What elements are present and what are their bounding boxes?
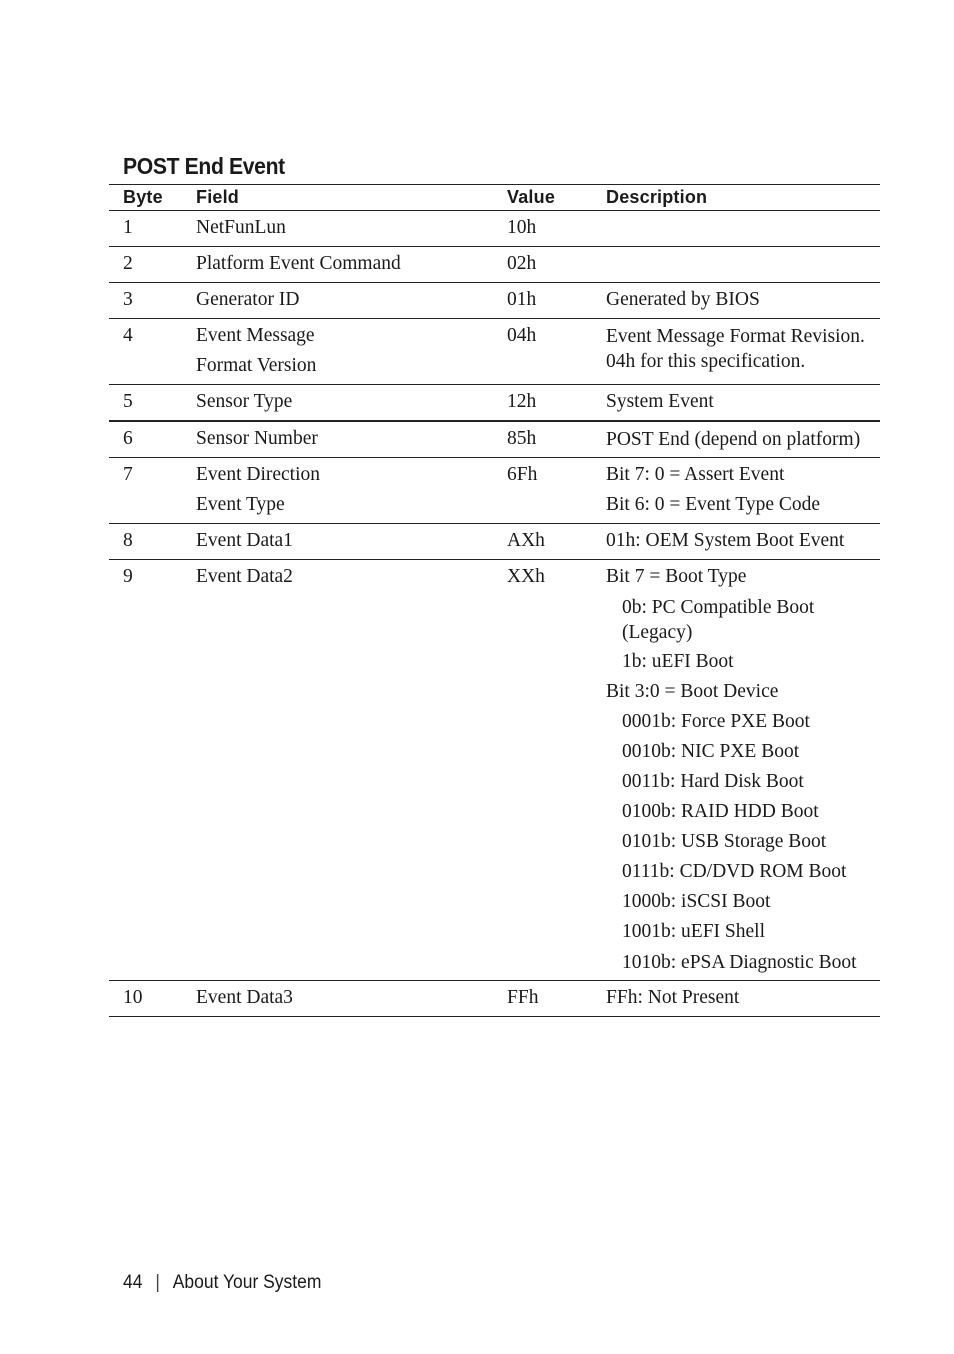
- value-text: 12h: [507, 391, 537, 412]
- table-row: [109, 385, 880, 422]
- cell-value: [493, 421, 592, 458]
- cell-description: [592, 458, 880, 524]
- footer-separator: |: [155, 1272, 160, 1293]
- description-text: FFh: Not Present: [606, 987, 740, 1008]
- cell-value: [493, 458, 592, 524]
- field-text: Event Data2: [196, 566, 293, 587]
- value-text: 01h: [507, 289, 537, 310]
- description-text: 01h: OEM System Boot Event: [606, 530, 845, 551]
- field-text: NetFunLun: [196, 217, 286, 238]
- byte-text: 6: [123, 428, 133, 449]
- value-text: XXh: [507, 566, 545, 587]
- field-text: Sensor Type: [196, 391, 293, 412]
- description-text: 1b: uEFI Boot: [622, 651, 734, 672]
- field-text: Sensor Number: [196, 428, 318, 449]
- cell-value: [493, 385, 592, 422]
- byte-text: 9: [123, 566, 133, 587]
- field-text: Generator ID: [196, 289, 300, 310]
- cell-byte: [109, 319, 182, 385]
- cell-value: [493, 560, 592, 981]
- cell-value: [493, 319, 592, 385]
- cell-field: [182, 385, 493, 422]
- field-text: Event Message: [196, 325, 315, 346]
- table-header-row: [109, 185, 880, 211]
- page-number: 44: [123, 1272, 143, 1293]
- description-text: 0011b: Hard Disk Boot: [622, 771, 804, 792]
- cell-description: [592, 981, 880, 1017]
- table-row: [109, 981, 880, 1017]
- cell-byte: [109, 560, 182, 981]
- cell-value: [493, 211, 592, 247]
- table-row: [109, 211, 880, 247]
- value-text: 02h: [507, 253, 537, 274]
- cell-description: [592, 524, 880, 560]
- header-byte: Byte: [109, 185, 182, 211]
- cell-description: [592, 247, 880, 283]
- byte-text: 7: [123, 464, 133, 485]
- table-row: [109, 524, 880, 560]
- cell-field: [182, 247, 493, 283]
- description-text: 0100b: RAID HDD Boot: [622, 801, 819, 822]
- description-text: 0101b: USB Storage Boot: [622, 831, 827, 852]
- description-text: Bit 7: 0 = Assert Event: [606, 464, 785, 485]
- cell-value: [493, 981, 592, 1017]
- section-name: About Your System: [172, 1272, 322, 1293]
- description-text: 0010b: NIC PXE Boot: [622, 741, 800, 762]
- cell-description: [592, 319, 880, 385]
- value-text: 04h: [507, 325, 537, 346]
- cell-field: [182, 319, 493, 385]
- description-text: Event Message Format Revision. 04h for this specification.: [606, 326, 865, 372]
- description-text: Bit 3:0 = Boot Device: [606, 681, 779, 702]
- byte-text: 1: [123, 217, 133, 238]
- cell-value: [493, 283, 592, 319]
- description-text: Generated by BIOS: [606, 289, 760, 310]
- field-text: Platform Event Command: [196, 253, 401, 274]
- byte-text: 8: [123, 530, 133, 551]
- description-text: Bit 6: 0 = Event Type Code: [606, 494, 821, 515]
- table-row: [109, 319, 880, 385]
- section-title: POST End Event: [123, 153, 285, 179]
- post-end-event-table: [109, 184, 880, 1017]
- table-row: [109, 458, 880, 524]
- cell-description: [592, 385, 880, 422]
- value-text: 10h: [507, 217, 537, 238]
- cell-byte: [109, 524, 182, 560]
- field-text: Format Version: [196, 355, 317, 376]
- cell-field: [182, 211, 493, 247]
- table-row: [109, 560, 880, 981]
- cell-field: [182, 524, 493, 560]
- byte-text: 4: [123, 325, 133, 346]
- cell-byte: [109, 458, 182, 524]
- cell-value: [493, 247, 592, 283]
- page-footer: [123, 1272, 321, 1294]
- value-text: 6Fh: [507, 464, 538, 485]
- description-text: 0b: PC Compatible Boot (Legacy): [622, 597, 815, 643]
- description-text: 1000b: iSCSI Boot: [622, 891, 771, 912]
- cell-field: [182, 421, 493, 458]
- cell-description: [592, 560, 880, 981]
- table-row: [109, 421, 880, 458]
- value-text: 85h: [507, 428, 537, 449]
- byte-text: 3: [123, 289, 133, 310]
- description-text: 0001b: Force PXE Boot: [622, 711, 810, 732]
- cell-field: [182, 283, 493, 319]
- header-field: Field: [182, 185, 493, 211]
- field-text: Event Data1: [196, 530, 293, 551]
- description-text: 1010b: ePSA Diagnostic Boot: [622, 952, 857, 973]
- cell-field: [182, 981, 493, 1017]
- description-text: 0111b: CD/DVD ROM Boot: [622, 861, 847, 882]
- description-text: POST End (depend on platform): [606, 429, 861, 450]
- byte-text: 2: [123, 253, 133, 274]
- description-text: 1001b: uEFI Shell: [622, 921, 766, 942]
- field-text: Event Direction: [196, 464, 320, 485]
- cell-byte: [109, 211, 182, 247]
- table-row: [109, 283, 880, 319]
- cell-byte: [109, 283, 182, 319]
- cell-value: [493, 524, 592, 560]
- cell-description: [592, 211, 880, 247]
- byte-text: 10: [123, 987, 143, 1008]
- value-text: FFh: [507, 987, 539, 1008]
- byte-text: 5: [123, 391, 133, 412]
- cell-byte: [109, 385, 182, 422]
- description-text: Bit 7 = Boot Type: [606, 566, 747, 587]
- value-text: AXh: [507, 530, 545, 551]
- cell-description: [592, 421, 880, 458]
- field-text: Event Type: [196, 494, 285, 515]
- description-text: System Event: [606, 391, 714, 412]
- cell-byte: [109, 981, 182, 1017]
- cell-byte: [109, 247, 182, 283]
- header-description: Description: [592, 185, 880, 211]
- cell-byte: [109, 421, 182, 458]
- cell-field: [182, 458, 493, 524]
- cell-field: [182, 560, 493, 981]
- field-text: Event Data3: [196, 987, 293, 1008]
- cell-description: [592, 283, 880, 319]
- header-value: Value: [493, 185, 592, 211]
- table-row: [109, 247, 880, 283]
